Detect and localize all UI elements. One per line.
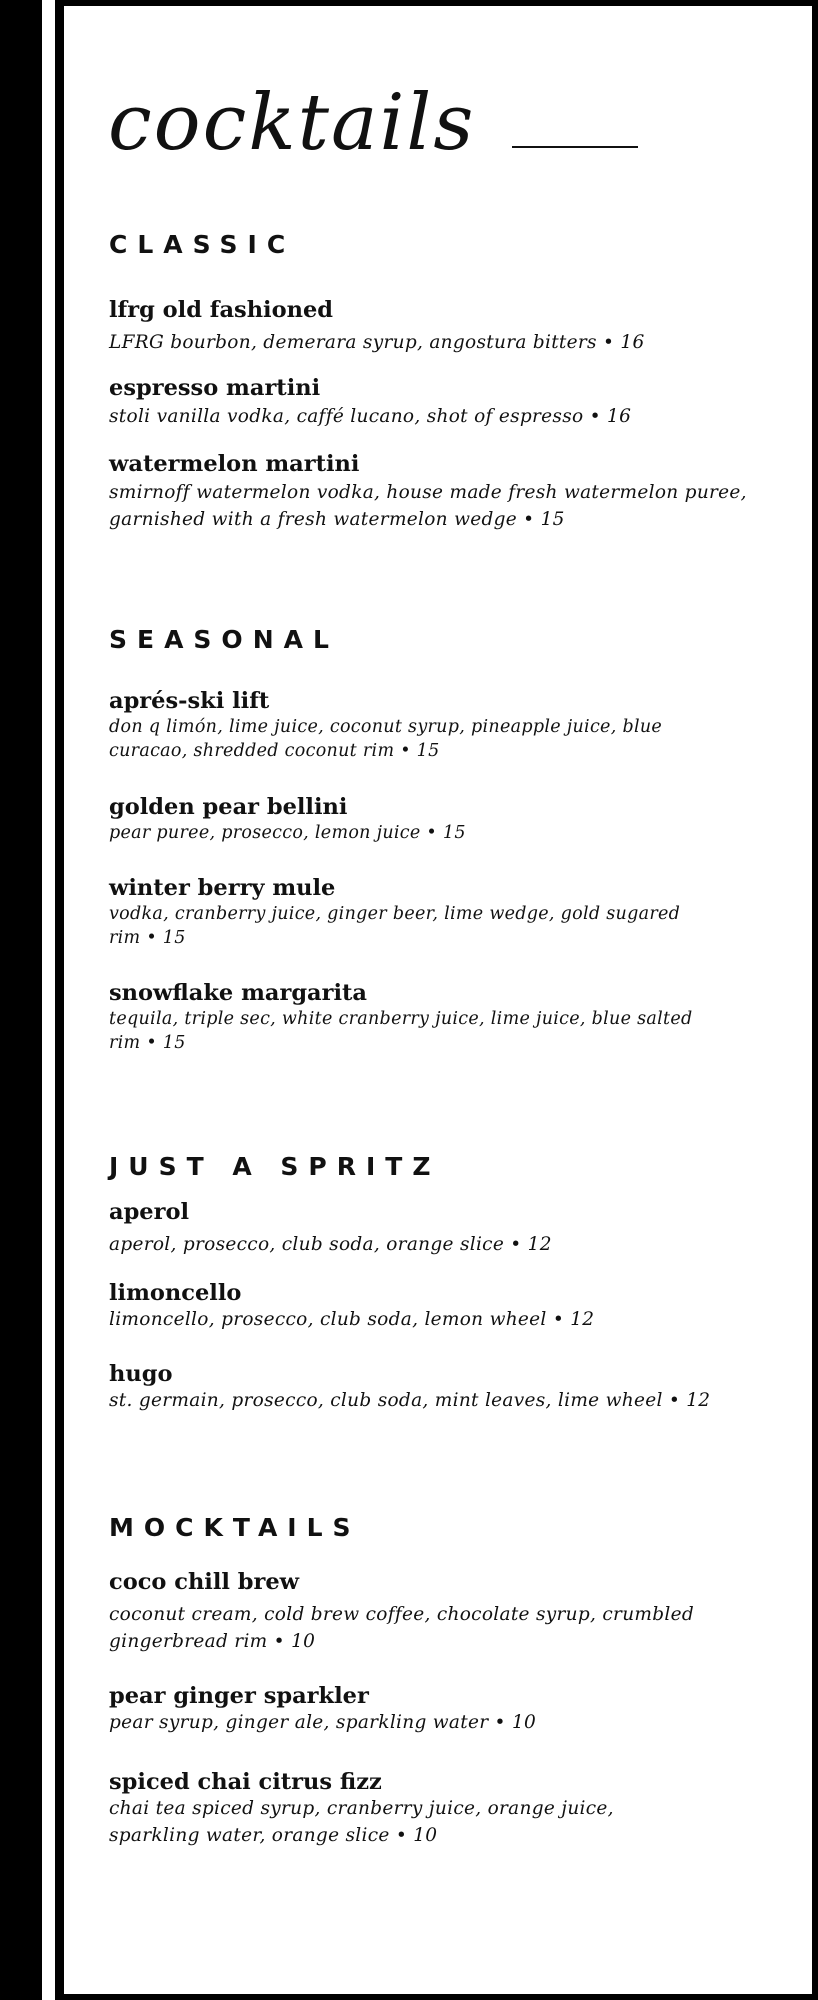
section-seasonal: [109, 627, 779, 1077]
item-name: lfrg old fashioned: [109, 297, 334, 323]
menu-title: cocktails: [108, 78, 476, 168]
item-description: vodka, cranberry juice, ginger beer, lime wedge, gold sugared rim • 15: [109, 903, 681, 949]
menu-item: [109, 1281, 779, 1334]
item-description: smirnoff watermelon vodka, house made fresh watermelon puree, garnished with a fresh watermelon wedge • 15: [109, 481, 747, 530]
menu-panel: [64, 6, 812, 1994]
item-name: winter berry mule: [109, 875, 336, 901]
item-name: golden pear bellini: [109, 794, 348, 820]
item-description: aperol, prosecco, club soda, orange slice • 12: [109, 1233, 552, 1255]
item-description: LFRG bourbon, demerara syrup, angostura bitters • 16: [109, 331, 645, 353]
menu-item: [109, 1200, 779, 1259]
menu-item: [109, 689, 709, 764]
item-name: snowflake margarita: [109, 980, 368, 1006]
item-description: coconut cream, cold brew coffee, chocolate syrup, crumbled gingerbread rim • 10: [109, 1603, 695, 1652]
section-heading: JUST A SPRITZ: [109, 1152, 441, 1181]
item-description: limoncello, prosecco, club soda, lemon wheel • 12: [109, 1308, 595, 1330]
title-rule: [512, 146, 638, 148]
title-row: [108, 78, 668, 194]
section-classic: [109, 232, 779, 552]
item-description: stoli vanilla vodka, caffé lucano, shot of espresso • 16: [109, 405, 632, 427]
left-stripe: [42, 0, 55, 2000]
menu-item: [109, 1362, 789, 1415]
item-description: pear syrup, ginger ale, sparkling water • 10: [109, 1711, 537, 1733]
section-heading: SEASONAL: [109, 625, 339, 654]
item-description: st. germain, prosecco, club soda, mint leaves, lime wheel • 12: [109, 1389, 711, 1411]
menu-item: [109, 876, 689, 951]
menu-item: [109, 452, 749, 534]
item-name: espresso martini: [109, 375, 321, 401]
item-description: tequila, triple sec, white cranberry juice, lime juice, blue salted rim • 15: [109, 1008, 693, 1054]
menu-item: [109, 795, 779, 845]
item-description: chai tea spiced syrup, cranberry juice, orange juice, sparkling water, orange slice • 10: [109, 1797, 614, 1846]
item-name: spiced chai citrus fizz: [109, 1769, 382, 1795]
item-name: aprés-ski lift: [109, 688, 270, 714]
menu-item: [109, 298, 779, 357]
section-just-a-spritz: [109, 1154, 779, 1434]
section-heading: CLASSIC: [109, 230, 296, 259]
item-name: coco chill brew: [109, 1569, 300, 1595]
menu-item: [109, 1770, 689, 1850]
menu-item: [109, 981, 709, 1056]
section-heading: MOCKTAILS: [109, 1513, 361, 1542]
item-name: watermelon martini: [109, 451, 360, 477]
item-name: pear ginger sparkler: [109, 1683, 369, 1709]
menu-item: [109, 376, 779, 431]
section-mocktails: [109, 1515, 779, 1875]
item-name: hugo: [109, 1361, 173, 1387]
item-name: aperol: [109, 1199, 190, 1225]
item-name: limoncello: [109, 1280, 242, 1306]
item-description: don q limón, lime juice, coconut syrup, pineapple juice, blue curacao, shredded coconut rim • 15: [109, 716, 663, 762]
menu-item: [109, 1684, 779, 1737]
item-description: pear puree, prosecco, lemon juice • 15: [109, 822, 466, 843]
menu-item: [109, 1570, 749, 1656]
